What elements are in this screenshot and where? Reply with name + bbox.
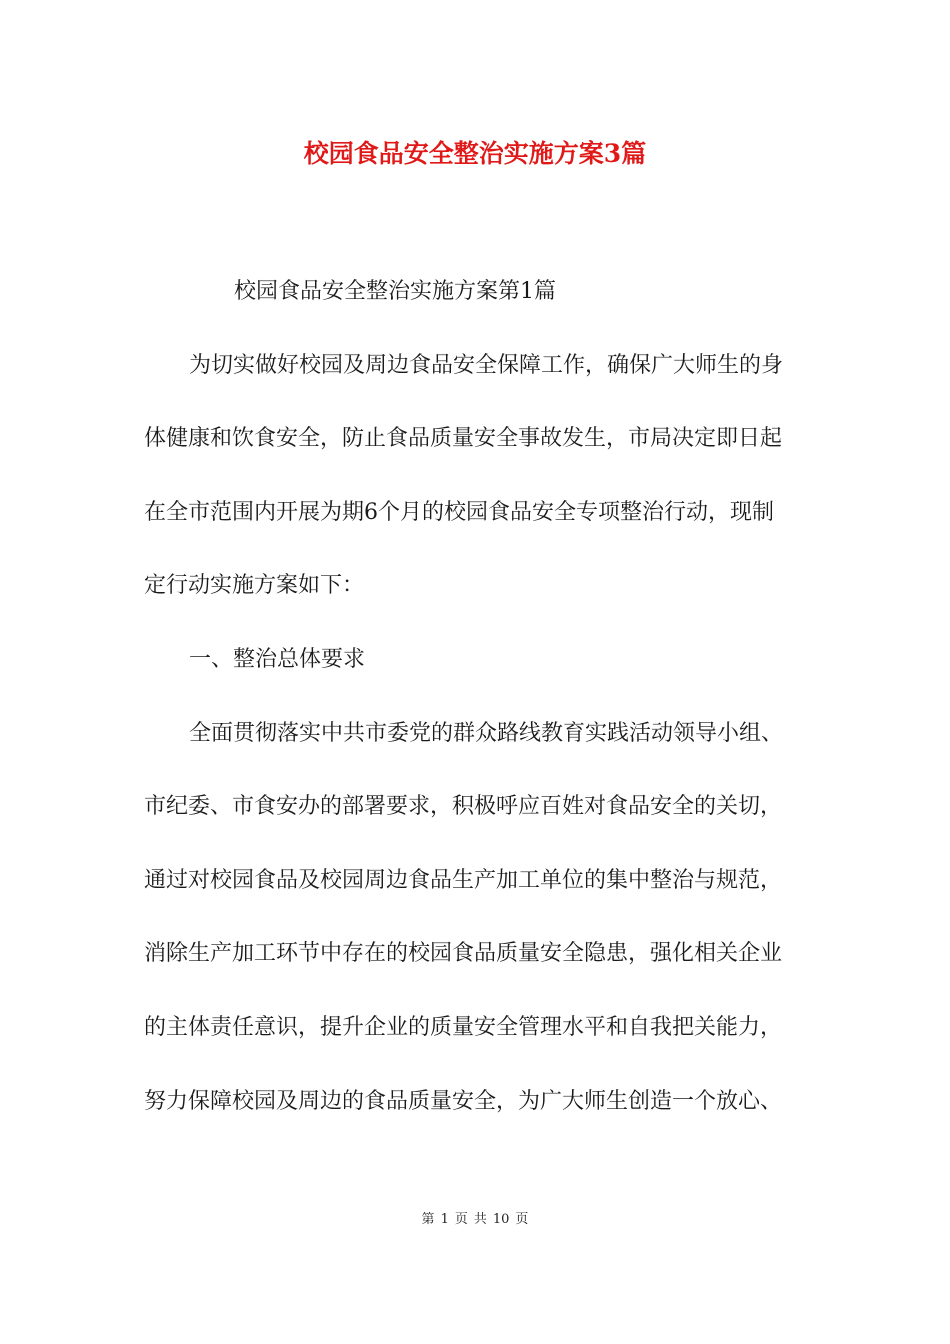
footer-current-page: 1 <box>440 1212 449 1227</box>
footer-suffix: 页 <box>515 1212 529 1227</box>
paragraph-line: 消除生产加工环节中存在的校园食品质量安全隐患，强化相关企业 <box>144 941 783 967</box>
paragraph-line: 体健康和饮食安全，防止食品质量安全事故发生，市局决定即日起 <box>144 426 783 452</box>
document-title: 校园食品安全整治实施方案3篇 <box>303 139 647 168</box>
page-footer <box>0 1211 950 1229</box>
footer-prefix: 第 <box>421 1212 435 1227</box>
document-body <box>144 272 809 1155</box>
section-heading: 一、整治总体要求 <box>189 646 366 672</box>
paragraph-line: 全面贯彻落实中共市委党的群众路线教育实践活动领导小组、 <box>189 720 784 746</box>
section-subtitle: 校园食品安全整治实施方案第1篇 <box>234 279 556 304</box>
paragraph-line: 市纪委、市食安办的部署要求，积极呼应百姓对食品安全的关切， <box>144 794 783 820</box>
paragraph-line: 的主体责任意识，提升企业的质量安全管理水平和自我把关能力， <box>144 1014 783 1040</box>
paragraph-line: 努力保障校园及周边的食品质量安全，为广大师生创造一个放心、 <box>144 1088 783 1114</box>
paragraph-line: 在全市范围内开展为期6个月的校园食品安全专项整治行动，现制 <box>144 499 774 525</box>
paragraph-line: 定行动实施方案如下： <box>144 573 365 599</box>
paragraph-line: 通过对校园食品及校园周边食品生产加工单位的集中整治与规范， <box>144 867 783 893</box>
footer-total-pages: 10 <box>492 1212 510 1227</box>
footer-total-word: 共 <box>473 1212 487 1227</box>
paragraph-line: 为切实做好校园及周边食品安全保障工作，确保广大师生的身 <box>189 352 784 378</box>
footer-page-word: 页 <box>454 1212 468 1227</box>
